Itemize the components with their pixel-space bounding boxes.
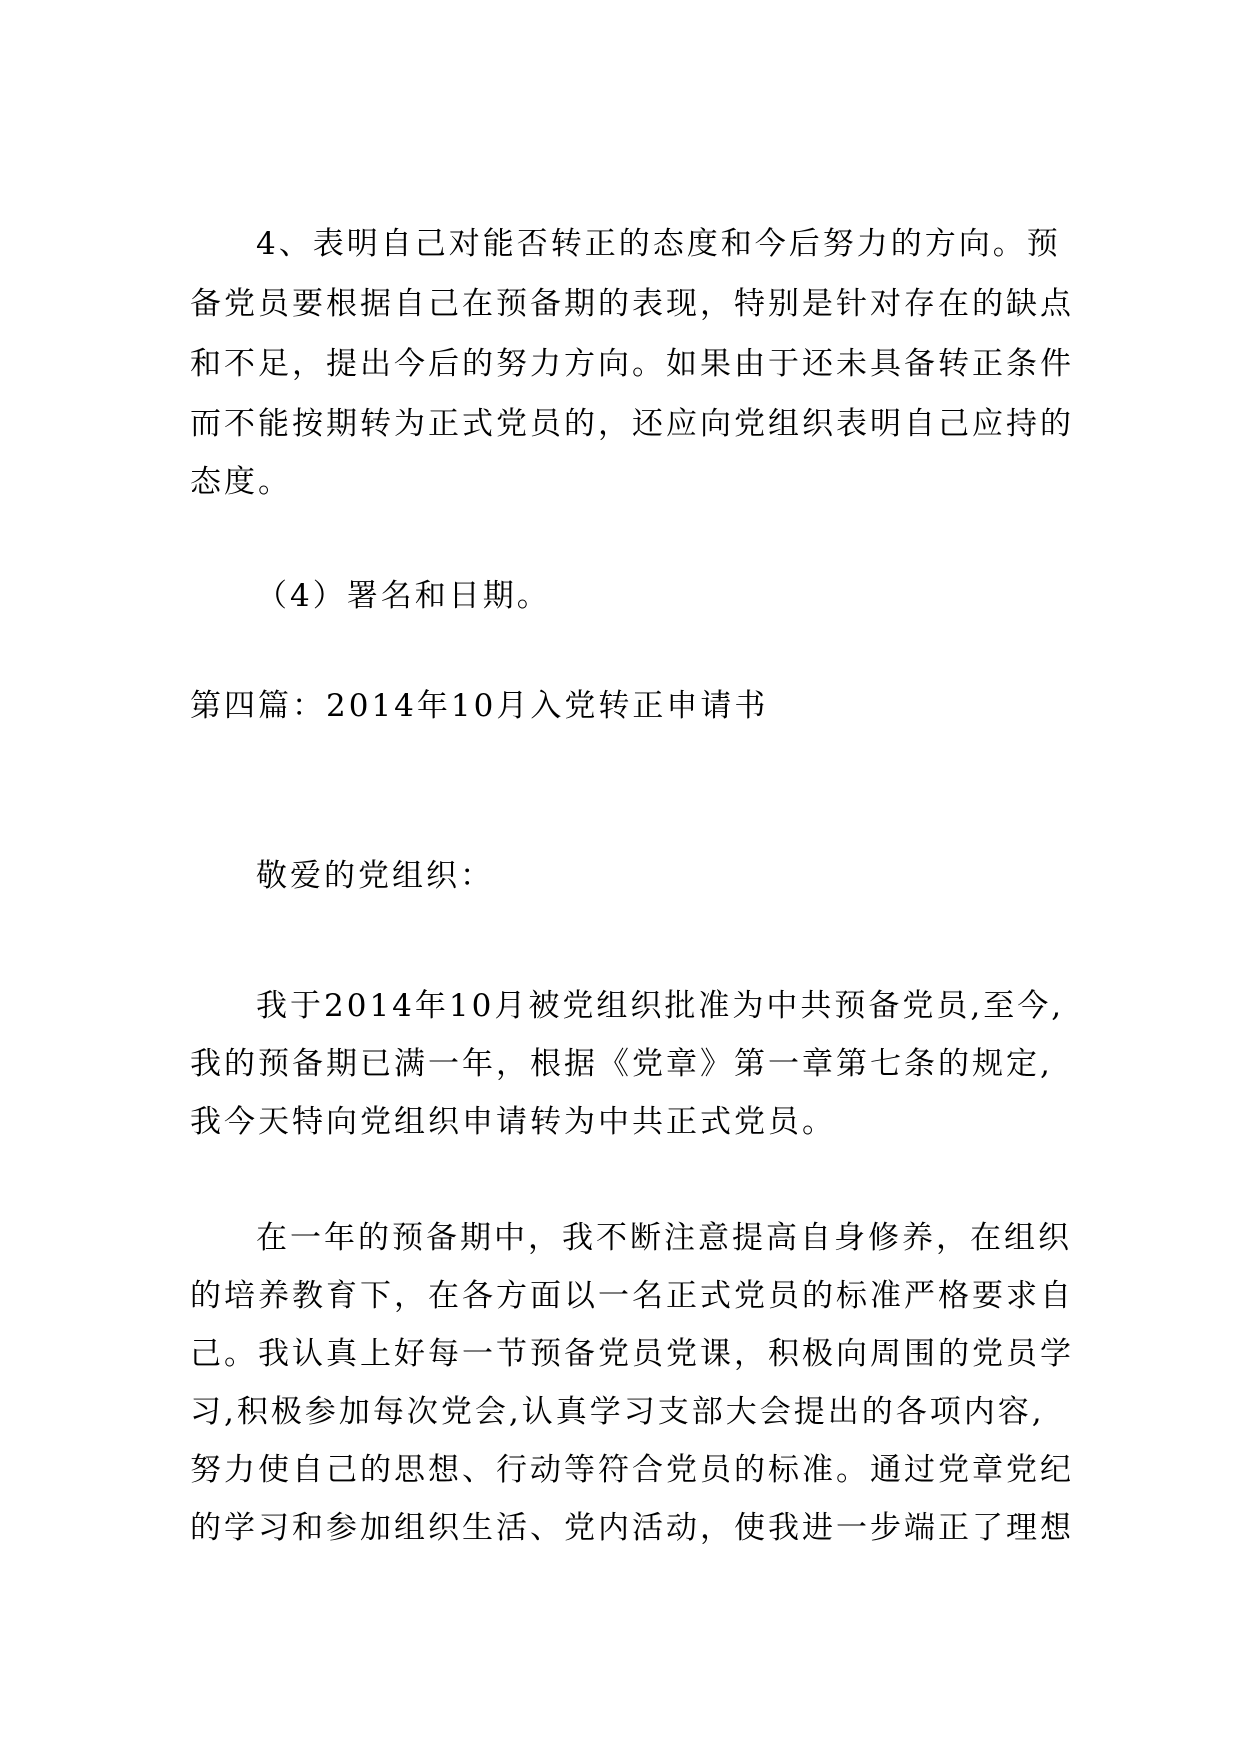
text-line: 我于2014年10月被党组织批准为中共预备党员,至今, bbox=[256, 988, 1065, 1024]
text-line: 态度。 bbox=[190, 464, 292, 500]
text-line: 的培养教育下，在各方面以一名正式党员的标准严格要求自 bbox=[190, 1278, 1074, 1314]
section-heading: 第四篇：2014年10月入党转正申请书 bbox=[190, 688, 769, 724]
text-line: 习,积极参加每次党会,认真学习支部大会提出的各项内容, bbox=[190, 1394, 1045, 1430]
text-line: 4、表明自己对能否转正的态度和今后努力的方向。预 bbox=[256, 226, 1061, 262]
salutation: 敬爱的党组织： bbox=[256, 858, 494, 894]
text-line: 备党员要根据自己在预备期的表现，特别是针对存在的缺点 bbox=[190, 286, 1074, 322]
text-line: 我的预备期已满一年，根据《党章》第一章第七条的规定, bbox=[190, 1046, 1053, 1082]
text-line: （4）署名和日期。 bbox=[256, 578, 551, 614]
text-line: 的学习和参加组织生活、党内活动，使我进一步端正了理想 bbox=[190, 1510, 1074, 1546]
text-line: 努力使自己的思想、行动等符合党员的标准。通过党章党纪 bbox=[190, 1452, 1074, 1488]
text-line: 在一年的预备期中，我不断注意提高自身修养，在组织 bbox=[256, 1220, 1072, 1256]
text-line: 己。我认真上好每一节预备党员党课，积极向周围的党员学 bbox=[190, 1336, 1074, 1372]
text-line: 我今天特向党组织申请转为中共正式党员。 bbox=[190, 1104, 836, 1140]
text-line: 和不足，提出今后的努力方向。如果由于还未具备转正条件 bbox=[190, 346, 1074, 382]
text-line: 而不能按期转为正式党员的，还应向党组织表明自己应持的 bbox=[190, 406, 1074, 442]
